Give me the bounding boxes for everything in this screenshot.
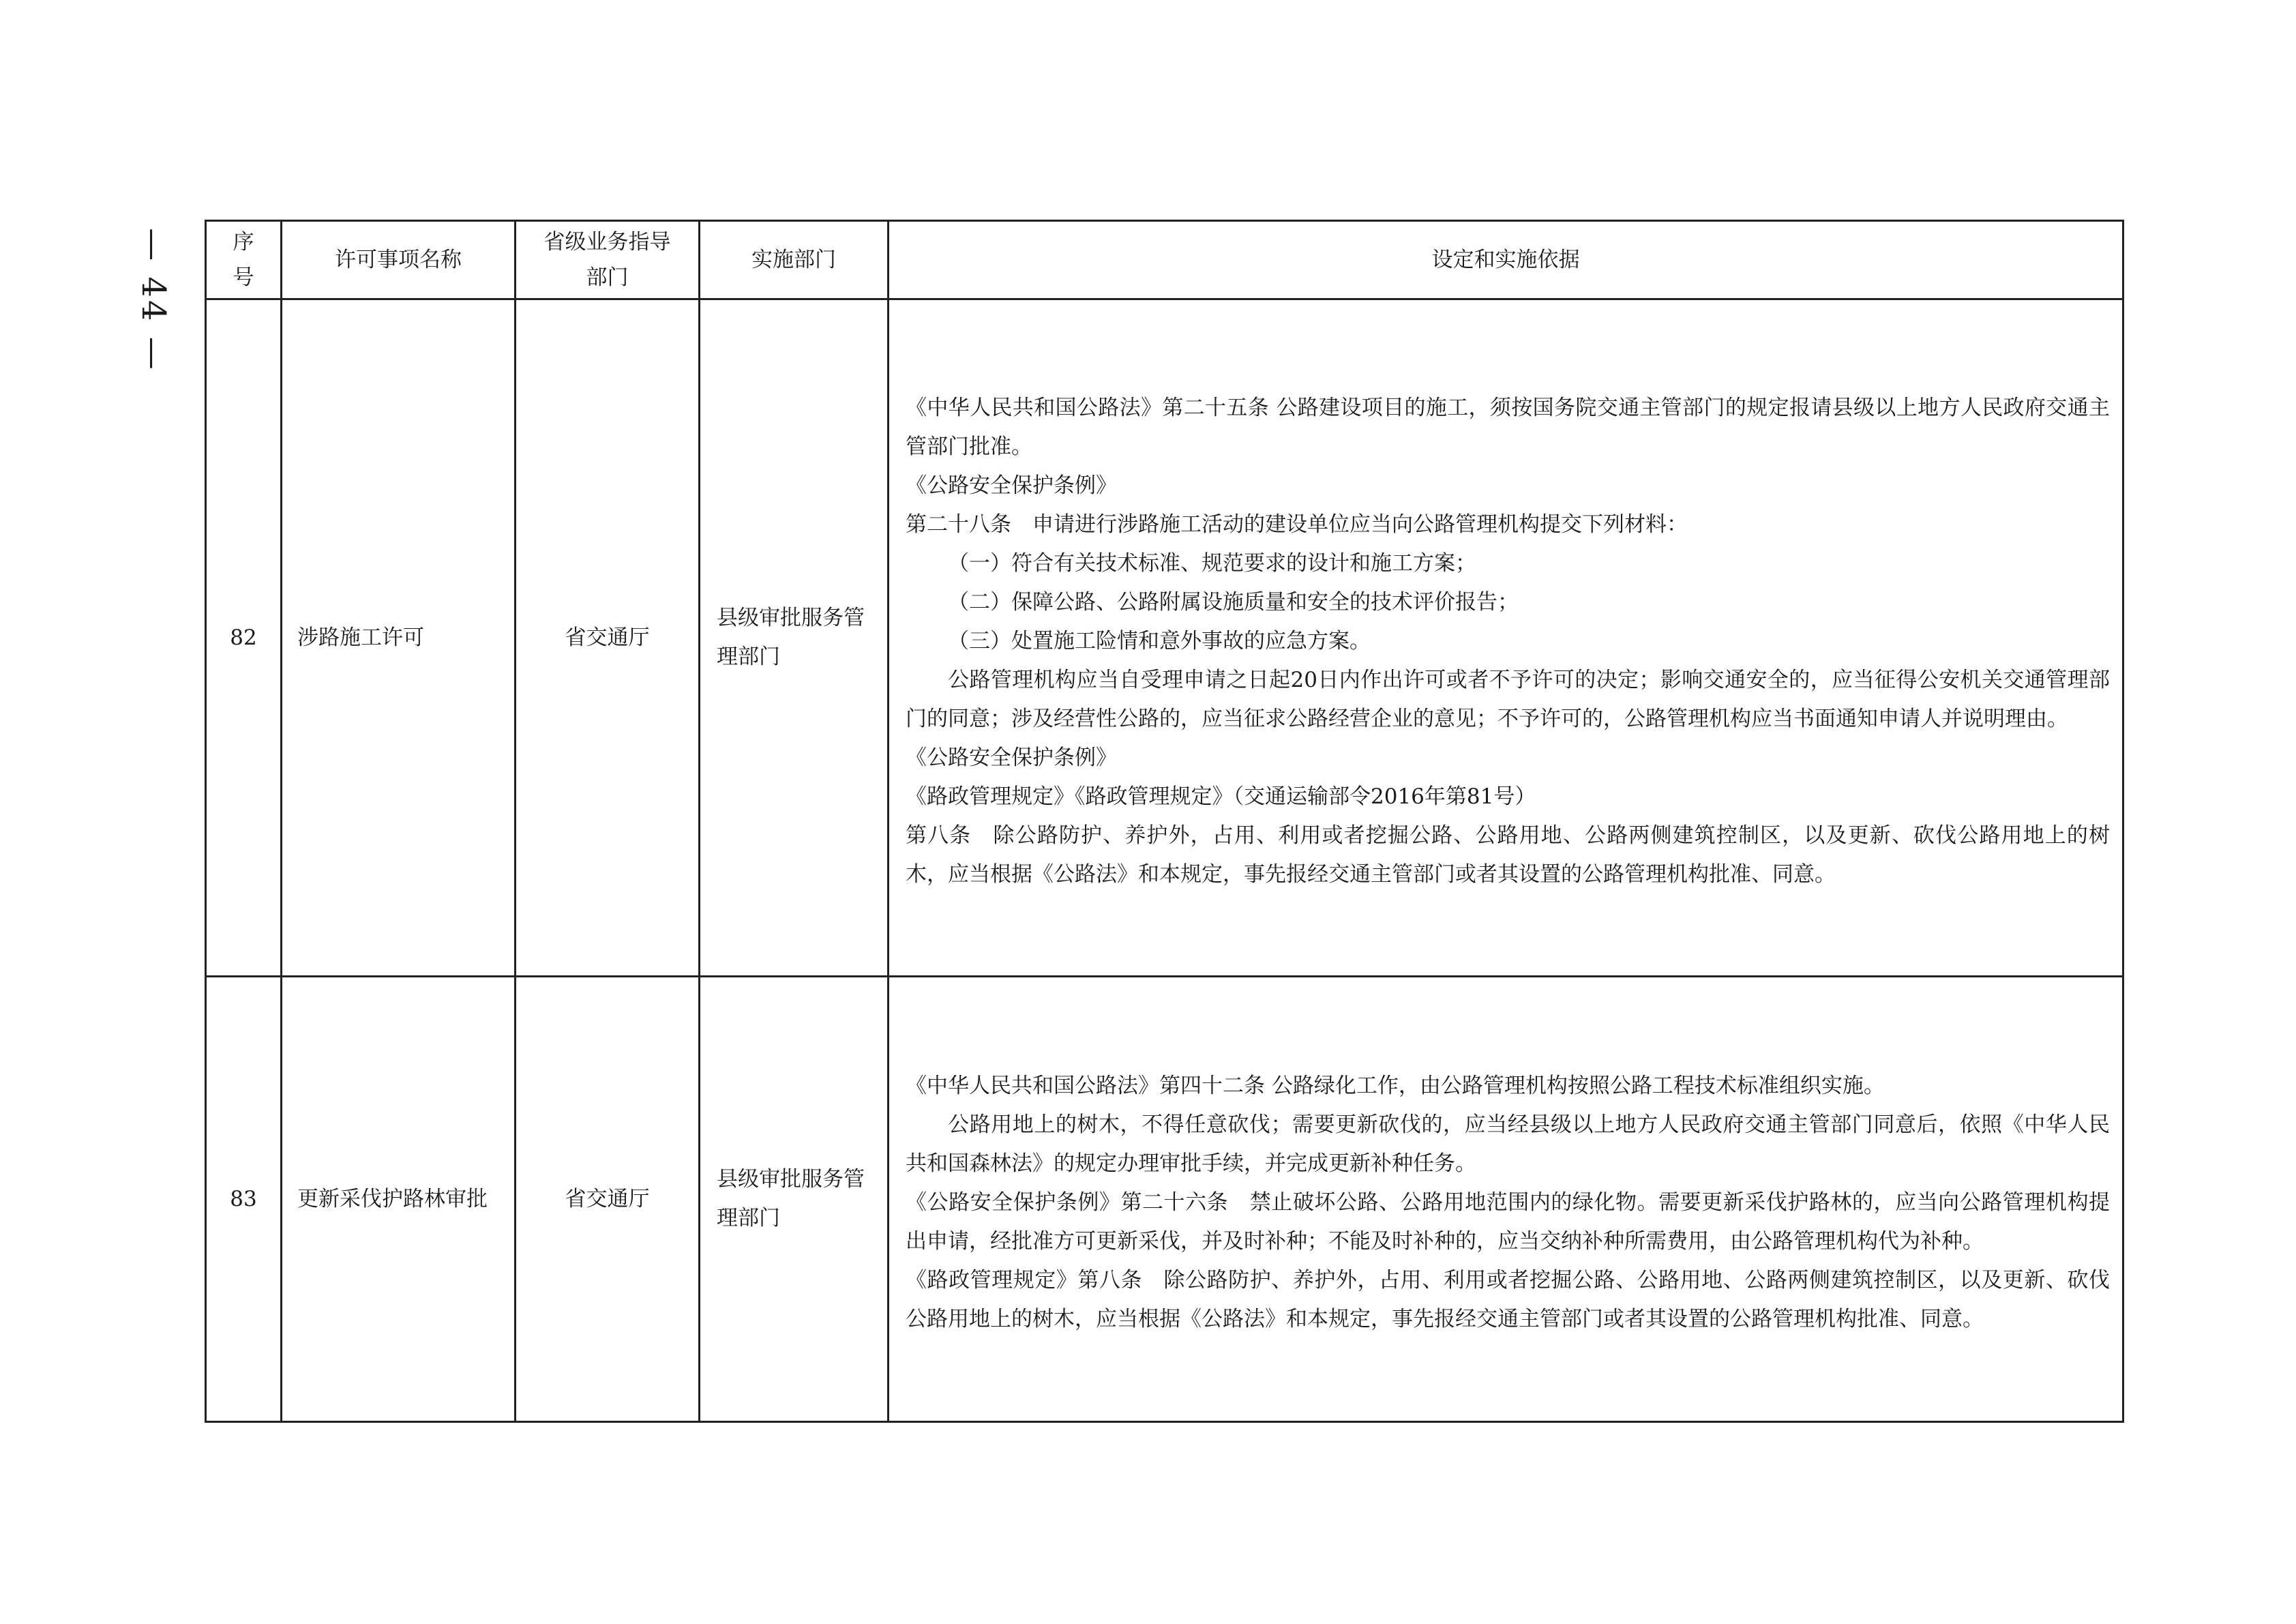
basis-line: 《路政管理规定》第八条 除公路防护、养护外，占用、利用或者挖掘公路、公路用地、公路两侧建筑控制区，以及更新、砍伐公路用地上的树木，应当根据《公路法》和本规定，事先报经交通主管部门或者其设置的公路管理机构批准、同意。: [906, 1267, 2110, 1331]
header-seq-label: 序号: [233, 230, 254, 290]
cell-seq: 82: [206, 299, 282, 977]
basis-line: 《公路安全保护条例》: [906, 473, 1117, 498]
header-name-label: 许可事项名称: [335, 248, 462, 272]
basis-line: 《公路安全保护条例》: [906, 745, 1117, 770]
basis-line: 第八条 除公路防护、养护外，占用、利用或者挖掘公路、公路用地、公路两侧建筑控制区，以及更新、砍伐公路用地上的树木，应当根据《公路法》和本规定，事先报经交通主管部门或者其设置的公路管理机构批准、同意。: [906, 823, 2110, 887]
header-basis: [889, 221, 2123, 299]
cell-seq: 83: [206, 977, 282, 1422]
header-name: [282, 221, 516, 299]
basis-line: （三）处置施工险情和意外事故的应急方案。: [948, 628, 1371, 653]
basis-line: 《中华人民共和国公路法》第四十二条 公路绿化工作，由公路管理机构按照公路工程技术标准组织实施。: [906, 1073, 1885, 1098]
table-header-row: [206, 221, 2123, 299]
cell-impl-dept: 县级审批服务管理部门: [700, 299, 889, 977]
permit-table: [205, 220, 2124, 1423]
basis-line: （一）符合有关技术标准、规范要求的设计和施工方案；: [948, 550, 1476, 576]
page-number-text: — 44 —: [134, 228, 173, 372]
table-row: [206, 977, 2123, 1422]
header-guide-dept-label: 省级业务指导部门: [543, 230, 671, 290]
page-number: [126, 218, 181, 382]
header-impl-dept-label: 实施部门: [751, 248, 836, 272]
header-impl-dept: [700, 221, 889, 299]
header-guide-dept: [516, 221, 700, 299]
basis-line: 公路用地上的树木，不得任意砍伐；需要更新砍伐的，应当经县级以上地方人民政府交通主管部门同意后，依照《中华人民共和国森林法》的规定办理审批手续，并完成更新补种任务。: [906, 1112, 2110, 1176]
basis-line: 《路政管理规定》《路政管理规定》（交通运输部令2016年第81号）: [906, 784, 1536, 809]
cell-impl-dept: 县级审批服务管理部门: [700, 977, 889, 1422]
cell-guide-dept: 省交通厅: [516, 977, 700, 1422]
basis-line: 第二十八条 申请进行涉路施工活动的建设单位应当向公路管理机构提交下列材料：: [906, 512, 1688, 537]
cell-basis: [889, 299, 2123, 977]
basis-line: 《中华人民共和国公路法》第二十五条 公路建设项目的施工，须按国务院交通主管部门的规定报请县级以上地方人民政府交通主管部门批准。: [906, 395, 2110, 459]
cell-basis: [889, 977, 2123, 1422]
basis-line: （二）保障公路、公路附属设施质量和安全的技术评价报告；: [948, 589, 1519, 615]
table-row: [206, 299, 2123, 977]
header-basis-label: 设定和实施依据: [1431, 248, 1580, 272]
header-seq: [206, 221, 282, 299]
basis-line: 《公路安全保护条例》第二十六条 禁止破坏公路、公路用地范围内的绿化物。需要更新采伐护路林的，应当向公路管理机构提出申请，经批准方可更新采伐，并及时补种；不能及时补种的，应当交纳补种所需费用，由公路管理机构代为补种。: [906, 1190, 2110, 1254]
cell-name: 更新采伐护路林审批: [282, 977, 516, 1422]
basis-line: 公路管理机构应当自受理申请之日起20日内作出许可或者不予许可的决定；影响交通安全的，应当征得公安机关交通管理部门的同意；涉及经营性公路的，应当征求公路经营企业的意见；不予许可的，公路管理机构应当书面通知申请人并说明理由。: [906, 667, 2110, 731]
cell-name: 涉路施工许可: [282, 299, 516, 977]
cell-guide-dept: 省交通厅: [516, 299, 700, 977]
